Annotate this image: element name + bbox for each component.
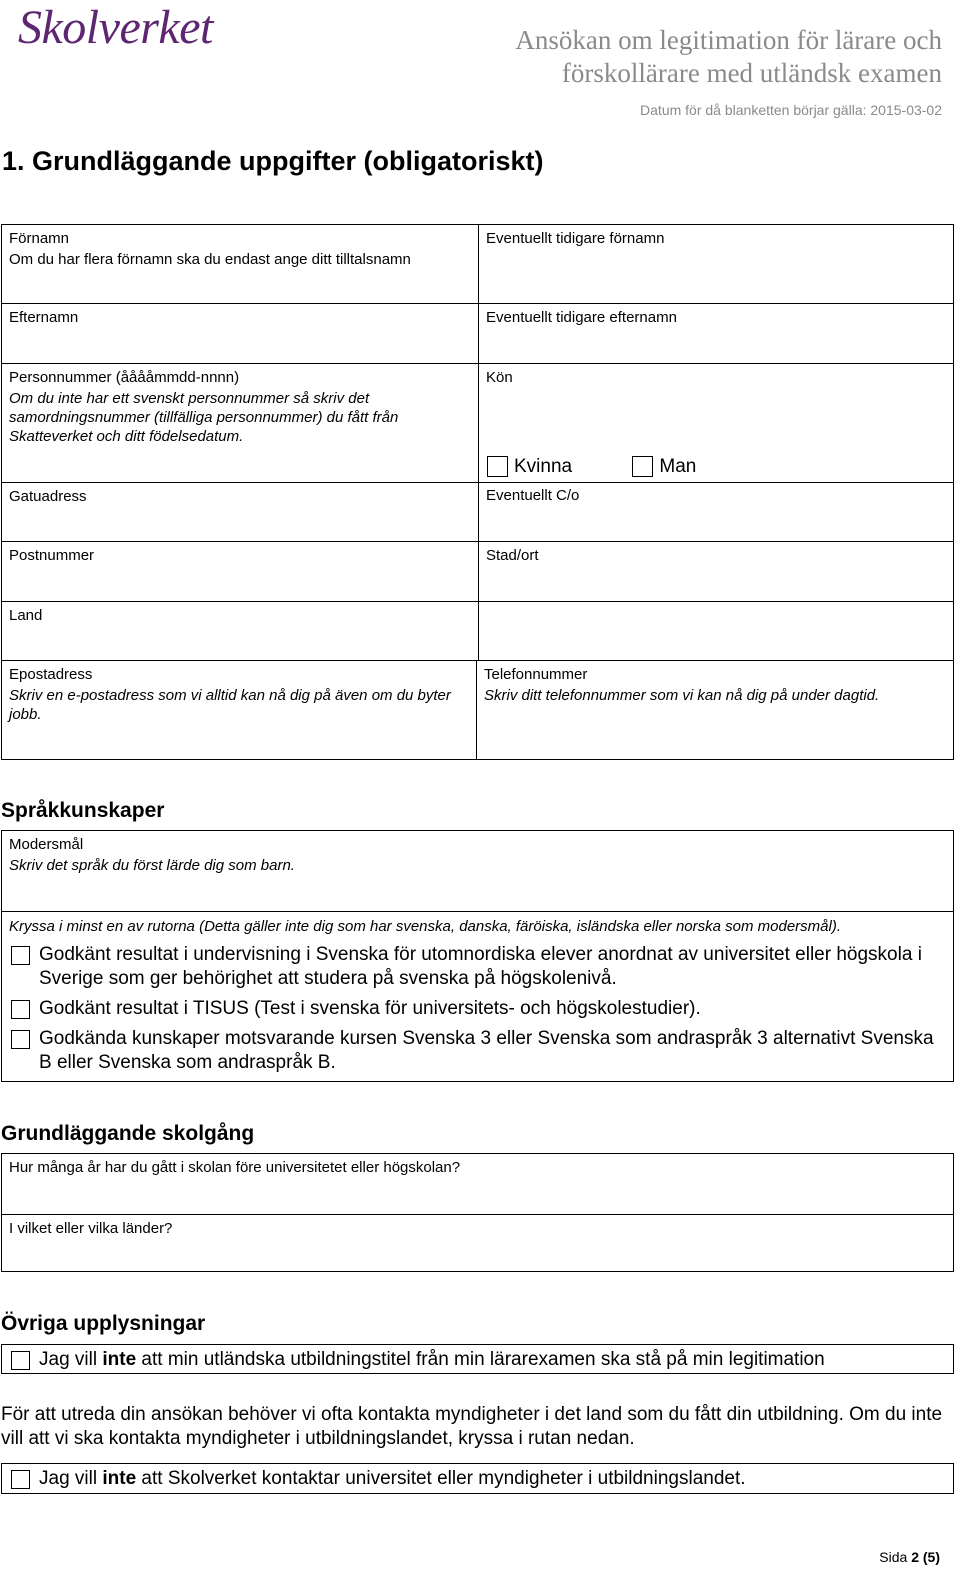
efternamn-label: Efternamn bbox=[9, 309, 79, 326]
stad-label: Stad/ort bbox=[486, 547, 539, 564]
telefon-field[interactable] bbox=[477, 661, 953, 759]
page-number bbox=[879, 1549, 940, 1565]
language-option-1-checkbox[interactable] bbox=[11, 946, 30, 965]
empty-cell bbox=[479, 602, 953, 660]
school-years-field[interactable] bbox=[2, 1154, 953, 1214]
school-years-label: Hur många år har du gått i skolan före universitetet eller högskolan? bbox=[9, 1159, 461, 1176]
other-heading: Övriga upplysningar bbox=[1, 1312, 206, 1335]
postnummer-label: Postnummer bbox=[9, 547, 95, 564]
efternamn-field[interactable] bbox=[2, 304, 479, 363]
language-option-2[interactable] bbox=[9, 997, 946, 1021]
language-option-1-label: Godkänt resultat i undervisning i Svenska för utomnordiska elever anordnat av universitet eller högskola i Sverige som ger behörighet att studera på svenska på högskolenivå. bbox=[39, 944, 922, 989]
modersmal-field[interactable] bbox=[2, 831, 953, 911]
epost-hint: Skriv en e-postadress som vi alltid kan nå dig på även om du byter jobb. bbox=[9, 687, 451, 723]
land-label: Land bbox=[9, 607, 43, 624]
man-checkbox[interactable] bbox=[632, 456, 653, 477]
tidigare-fornamn-field[interactable] bbox=[479, 225, 953, 303]
co-field[interactable] bbox=[479, 482, 953, 541]
contact-checkbox[interactable] bbox=[11, 1470, 30, 1489]
man-label: Man bbox=[659, 456, 697, 477]
tidigare-efternamn-field[interactable] bbox=[479, 304, 953, 363]
contact-option-text-post: att Skolverket kontaktar universitet eller myndigheter i utbildningslandet. bbox=[136, 1468, 746, 1489]
language-heading: Språkkunskaper bbox=[1, 799, 165, 822]
personnummer-hint: Om du inte har ett svenskt personnummer så skriv det samordningsnummer (tillfälliga personnummer) du fått från Skatteverket och ditt födelsedatum. bbox=[9, 390, 399, 445]
telefon-hint: Skriv ditt telefonnummer som vi kan nå dig på under dagtid. bbox=[484, 687, 880, 704]
co-label: Eventuellt C/o bbox=[486, 487, 580, 504]
page-total: (5) bbox=[922, 1549, 940, 1565]
language-option-2-label: Godkänt resultat i TISUS (Test i svenska för universitets- och högskolestudier). bbox=[39, 998, 701, 1019]
contact-paragraph: För att utreda din ansökan behöver vi ofta kontakta myndigheter i det land som du fått din utbildning. Om du inte vill att vi ska kontakta myndigheter i utbildningslandet, kryssa i rutan nedan. bbox=[1, 1404, 943, 1449]
kvinna-label: Kvinna bbox=[514, 456, 573, 477]
title-option-text-bold: inte bbox=[102, 1349, 137, 1370]
school-grid bbox=[1, 1153, 954, 1272]
language-option-1[interactable] bbox=[9, 943, 946, 991]
tidigare-efternamn-label: Eventuellt tidigare efternamn bbox=[486, 309, 677, 326]
title-option[interactable] bbox=[11, 1348, 944, 1372]
contact-option-text-pre: Jag vill bbox=[39, 1468, 103, 1489]
modersmal-label: Modersmål bbox=[9, 836, 84, 853]
personnummer-label: Personnummer (ååååmmdd-nnnn) bbox=[9, 369, 240, 386]
contact-option-text-bold: inte bbox=[102, 1468, 137, 1489]
language-option-3[interactable] bbox=[9, 1027, 946, 1075]
title-option-text-post: att min utländska utbildningstitel från min lärarexamen ska stå på min legitimation bbox=[136, 1349, 825, 1370]
postnummer-field[interactable] bbox=[2, 542, 479, 601]
school-countries-label: I vilket eller vilka länder? bbox=[9, 1220, 173, 1237]
kon-options bbox=[487, 456, 751, 481]
contact-checkbox-box bbox=[1, 1463, 954, 1494]
language-option-3-checkbox[interactable] bbox=[11, 1030, 30, 1049]
telefon-label: Telefonnummer bbox=[484, 666, 588, 683]
fornamn-hint: Om du har flera förnamn ska du endast ange ditt tilltalsnamn bbox=[9, 251, 411, 268]
personnummer-field[interactable] bbox=[2, 364, 479, 482]
title-checkbox-box bbox=[1, 1344, 954, 1374]
modersmal-hint: Skriv det språk du först lärde dig som barn. bbox=[9, 857, 295, 874]
gatuadress-label: Gatuadress bbox=[9, 488, 87, 505]
basic-info-grid bbox=[1, 224, 954, 760]
skolverket-logo: Skolverket bbox=[18, 1, 213, 54]
school-heading: Grundläggande skolgång bbox=[1, 1122, 255, 1145]
school-countries-field[interactable] bbox=[2, 1215, 953, 1271]
kon-field bbox=[479, 364, 953, 482]
fornamn-label: Förnamn bbox=[9, 230, 70, 247]
language-option-3-label: Godkända kunskaper motsvarande kursen Svenska 3 eller Svenska som andraspråk 3 alternativt Svenska B eller Svenska som andraspråk B. bbox=[39, 1028, 934, 1073]
page-label: Sida bbox=[879, 1549, 912, 1565]
fornamn-field[interactable] bbox=[2, 225, 479, 303]
language-options bbox=[2, 912, 953, 1081]
title-option-label bbox=[39, 1348, 825, 1372]
page-num: 2 bbox=[911, 1549, 919, 1565]
contact-option[interactable] bbox=[11, 1467, 944, 1491]
kvinna-checkbox[interactable] bbox=[487, 456, 508, 477]
language-instruction: Kryssa i minst en av rutorna (Detta gäller inte dig som har svenska, danska, färöiska, isländska eller norska som modersmål). bbox=[9, 918, 842, 935]
tidigare-fornamn-label: Eventuellt tidigare förnamn bbox=[486, 230, 665, 247]
contact-option-label bbox=[39, 1467, 746, 1491]
epost-field[interactable] bbox=[2, 661, 477, 759]
document-title: Ansökan om legitimation för lärare och förskollärare med utländsk examen bbox=[515, 25, 942, 88]
form-date: Datum för då blanketten börjar gälla: 2015-03-02 bbox=[640, 102, 942, 118]
language-grid bbox=[1, 830, 954, 1082]
gatuadress-field[interactable] bbox=[2, 483, 479, 541]
kon-label: Kön bbox=[486, 369, 513, 386]
epost-label: Epostadress bbox=[9, 666, 93, 683]
stad-field[interactable] bbox=[479, 542, 953, 601]
title-checkbox[interactable] bbox=[11, 1351, 30, 1370]
land-field[interactable] bbox=[2, 602, 479, 660]
man-option[interactable] bbox=[632, 456, 696, 477]
title-option-text-pre: Jag vill bbox=[39, 1349, 103, 1370]
language-option-2-checkbox[interactable] bbox=[11, 1000, 30, 1019]
kvinna-option[interactable] bbox=[487, 456, 572, 477]
section-title: 1. Grundläggande uppgifter (obligatoriskt) bbox=[2, 146, 544, 176]
